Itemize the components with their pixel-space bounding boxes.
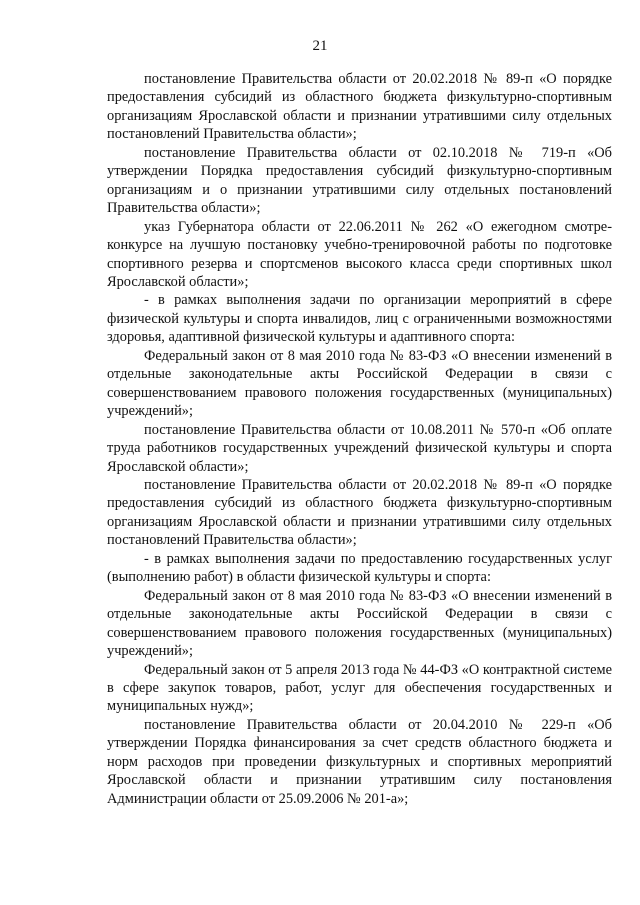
paragraph-task-adaptive-sport: - в рамках выполнения задачи по организации мероприятий в сфере физической культуры и спорта инвалидов, лиц с ограниченными возможностями здоровья, адаптивной физической культуры и адаптивного спорта: bbox=[107, 292, 612, 346]
paragraph-decree-262: указ Губернатора области от 22.06.2011 № 262 «О ежегодном смотре-конкурсе на лучшую постановку учебно-тренировочной работы по подготовке спортивного резерва и спортсменов высокого класса среди спортивных школ Ярославской области»; bbox=[107, 218, 612, 290]
paragraph-federal-law-44fz: Федеральный закон от 5 апреля 2013 года № 44-ФЗ «О контрактной системе в сфере закупок товаров, работ, услуг для обеспечения государственных и муниципальных нужд»; bbox=[107, 661, 612, 715]
page-number: 21 bbox=[312, 38, 328, 54]
document-body bbox=[107, 70, 612, 808]
paragraph-resolution-89p-repeat: постановление Правительства области от 20.02.2018 № 89-п «О порядке предоставления субсидий из областного бюджета физкультурно-спортивным организациям Ярославской области и признании утратившими силу отдельных постановлений Правительства области»; bbox=[107, 476, 612, 549]
paragraph-federal-law-83fz-repeat: Федеральный закон от 8 мая 2010 года № 83-ФЗ «О внесении изменений в отдельные законодательные акты Российской Федерации в связи с совершенствованием правового положения государственных (муниципальных) учреждений»; bbox=[107, 587, 612, 660]
paragraph-resolution-229p: постановление Правительства области от 20.04.2010 № 229-п «Об утверждении Порядка финансирования за счет средств областного бюджета и норм расходов при проведении физкультурных и спортивных мероприятий Ярославской области и признании утратившим силу постановления Администрации области от 25.09.2006 № 201-а»; bbox=[107, 716, 612, 807]
paragraph-resolution-570p: постановление Правительства области от 10.08.2011 № 570-п «Об оплате труда работников государственных учреждений физической культуры и спорта Ярославской области»; bbox=[107, 421, 612, 475]
paragraph-task-public-services: - в рамках выполнения задачи по предоставлению государственных услуг (выполнению работ) в области физической культуры и спорта: bbox=[107, 550, 612, 586]
paragraph-federal-law-83fz: Федеральный закон от 8 мая 2010 года № 83-ФЗ «О внесении изменений в отдельные законодательные акты Российской Федерации в связи с совершенствованием правового положения государственных (муниципальных) учреждений»; bbox=[107, 347, 612, 420]
paragraph-resolution-719p: постановление Правительства области от 02.10.2018 № 719-п «Об утверждении Порядка предоставления субсидий физкультурно-спортивным организациям и о признании утратившими силу отдельных постановлений Правительства области»; bbox=[107, 144, 612, 217]
paragraph-resolution-89p: постановление Правительства области от 20.02.2018 № 89-п «О порядке предоставления субсидий из областного бюджета физкультурно-спортивным организациям Ярославской области и признании утратившими силу отдельных постановлений Правительства области»; bbox=[107, 71, 612, 143]
